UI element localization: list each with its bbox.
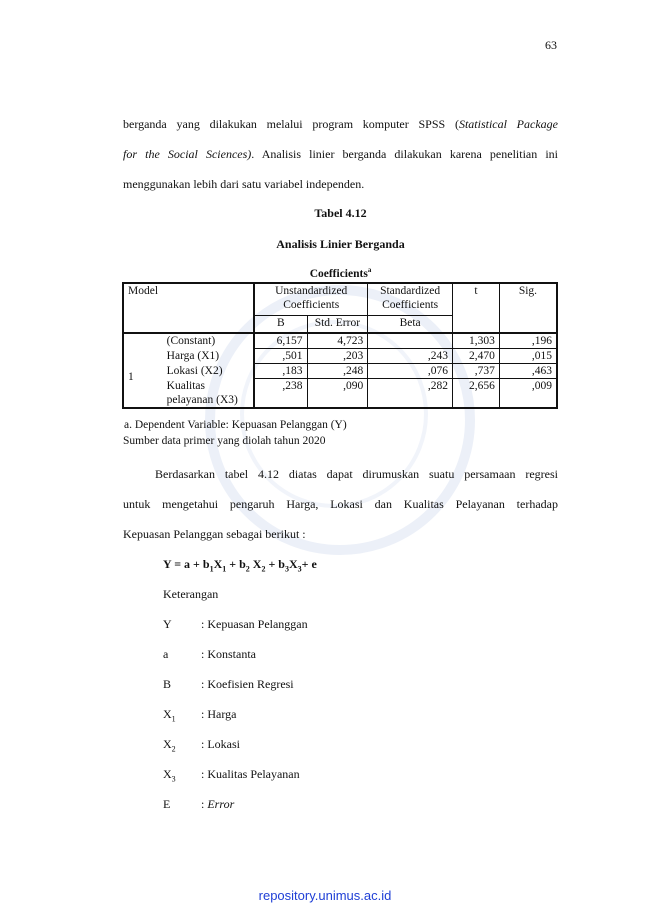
- row-name: Harga (X1): [166, 349, 220, 362]
- header-standardized: Standardized Coefficients: [368, 283, 453, 316]
- row-t: 2,656: [453, 379, 500, 408]
- row-se: ,090: [307, 379, 368, 408]
- row-t: 1,303: [453, 333, 500, 349]
- row-b: ,501: [254, 349, 307, 364]
- table-row: [123, 349, 557, 364]
- row-beta: ,282: [368, 379, 453, 408]
- row-b: ,183: [254, 364, 307, 379]
- row-se: ,248: [307, 364, 368, 379]
- table-row: [123, 379, 557, 408]
- table-label: Tabel 4.12: [314, 206, 367, 220]
- regression-formula: $Y = a + b_1X_1 + b_2$ $X_2 + b_3X_3+ e$: [163, 557, 317, 574]
- intro-paragraph: [123, 109, 558, 199]
- header-unstandardized: Unstandardized Coefficients: [254, 283, 368, 316]
- row-name: (Constant): [163, 333, 255, 349]
- para2-line-2: untuk mengetahui pengaruh Harga, Lokasi dan Kualitas Pelayanan terhadap: [123, 497, 558, 511]
- header-t: t: [453, 283, 500, 333]
- keterangan-label: Keterangan: [163, 587, 219, 601]
- header-b: B: [254, 316, 307, 333]
- row-t: ,737: [453, 364, 500, 379]
- row-sig: ,015: [499, 349, 557, 364]
- row-beta: [368, 333, 453, 349]
- coefficients-table: [122, 282, 558, 409]
- row-b: 6,157: [254, 333, 307, 349]
- para2-line-1: Berdasarkan tabel 4.12 diatas dapat dirumuskan suatu persamaan regresi: [155, 467, 558, 481]
- model-number: 1: [123, 333, 163, 408]
- regression-paragraph: [123, 459, 558, 549]
- dependent-variable-note: a. Dependent Variable: Kepuasan Pelanggan (Y): [124, 419, 347, 431]
- para2-line-3: Kepuasan Pelanggan sebagai berikut :: [123, 527, 306, 541]
- row-t: 2,470: [453, 349, 500, 364]
- row-beta: ,243: [368, 349, 453, 364]
- row-name: Kualitas pelayanan (X3): [166, 379, 238, 406]
- header-beta: Beta: [368, 316, 453, 333]
- table-row: [123, 364, 557, 379]
- row-b: ,238: [254, 379, 307, 408]
- table-title: Analisis Linier Berganda: [276, 237, 405, 251]
- row-se: 4,723: [307, 333, 368, 349]
- row-beta: ,076: [368, 364, 453, 379]
- page-number: 63: [545, 38, 557, 52]
- header-sig: Sig.: [499, 283, 557, 333]
- header-model: Model: [128, 285, 159, 297]
- intro-line-2: for the Social Sciences). Analisis linier berganda dilakukan karena penelitian ini: [123, 147, 558, 161]
- intro-line-1: berganda yang dilakukan melalui program komputer SPSS (Statistical Package: [123, 117, 558, 131]
- row-sig: ,196: [499, 333, 557, 349]
- coefficients-title: Coefficients$^a$: [309, 266, 372, 280]
- source-note: Sumber data primer yang diolah tahun 2020: [123, 435, 326, 447]
- repository-link[interactable]: repository.unimus.ac.id: [258, 888, 392, 903]
- row-sig: ,463: [499, 364, 557, 379]
- row-sig: ,009: [499, 379, 557, 408]
- table-row: [123, 333, 557, 349]
- header-row-1: [123, 283, 557, 316]
- header-std-error: Std. Error: [307, 316, 368, 333]
- row-se: ,203: [307, 349, 368, 364]
- row-name: Lokasi (X2): [166, 364, 223, 377]
- intro-line-3: menggunakan lebih dari satu variabel independen.: [123, 177, 365, 191]
